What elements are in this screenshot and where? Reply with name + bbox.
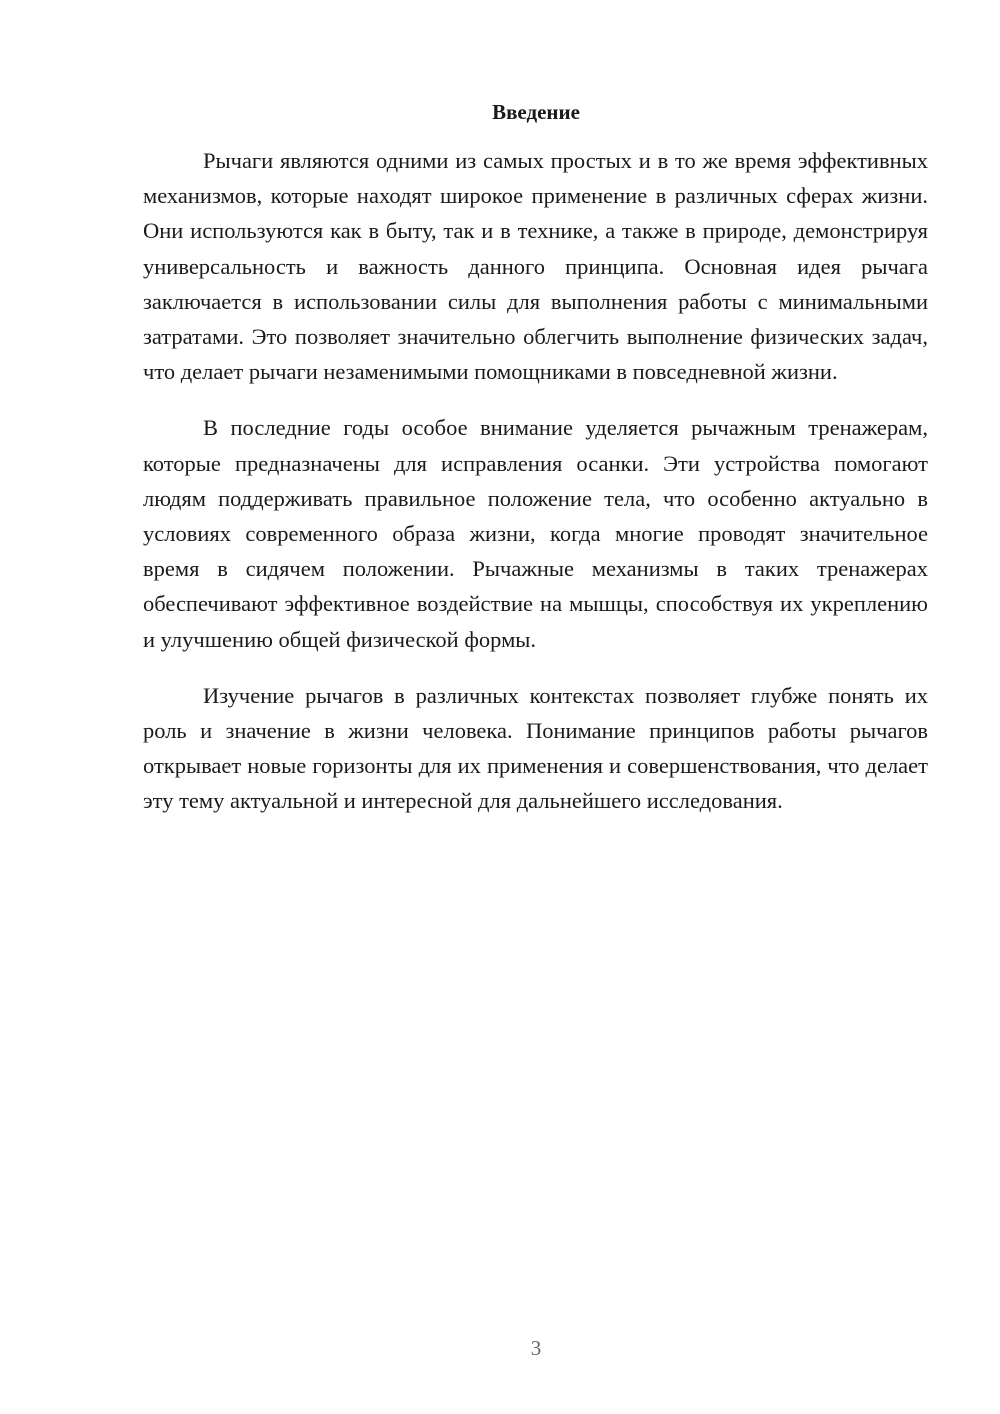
paragraph-2: В последние годы особое внимание уделяется рычажным тренажерам, которые предназначены для исправления осанки. Эти устройства помогают людям поддерживать правильное положение тела, что особенно актуально в условиях современного образа жизни, когда многие проводят значительное время в сидячем положении. Рычажные механизмы в таких тренажерах обеспечивают эффективное воздействие на мышцы, способствуя их укреплению и улучшению общей физической формы. [143,415,928,652]
page-number: 3 [530,1336,542,1360]
paragraph-1: Рычаги являются одними из самых простых и в то же время эффективных механизмов, которые находят широкое применение в различных сферах жизни. Они используются как в быту, так и в технике, а также в природе, демонстрируя универсальность и важность данного принципа. Основная идея рычага заключается в использовании силы для выполнения работы с минимальными затратами. Это позволяет значительно облегчить выполнение физических задач, что делает рычаги незаменимыми помощниками в повседневной жизни. [143,148,928,385]
section-heading: Введение [492,100,580,124]
paragraph-3: Изучение рычагов в различных контекстах позволяет глубже понять их роль и значение в жизни человека. Понимание принципов работы рычагов открывает новые горизонты для их применения и совершенствования, что делает эту тему актуальной и интересной для дальнейшего исследования. [143,682,928,814]
body-text [143,143,928,819]
